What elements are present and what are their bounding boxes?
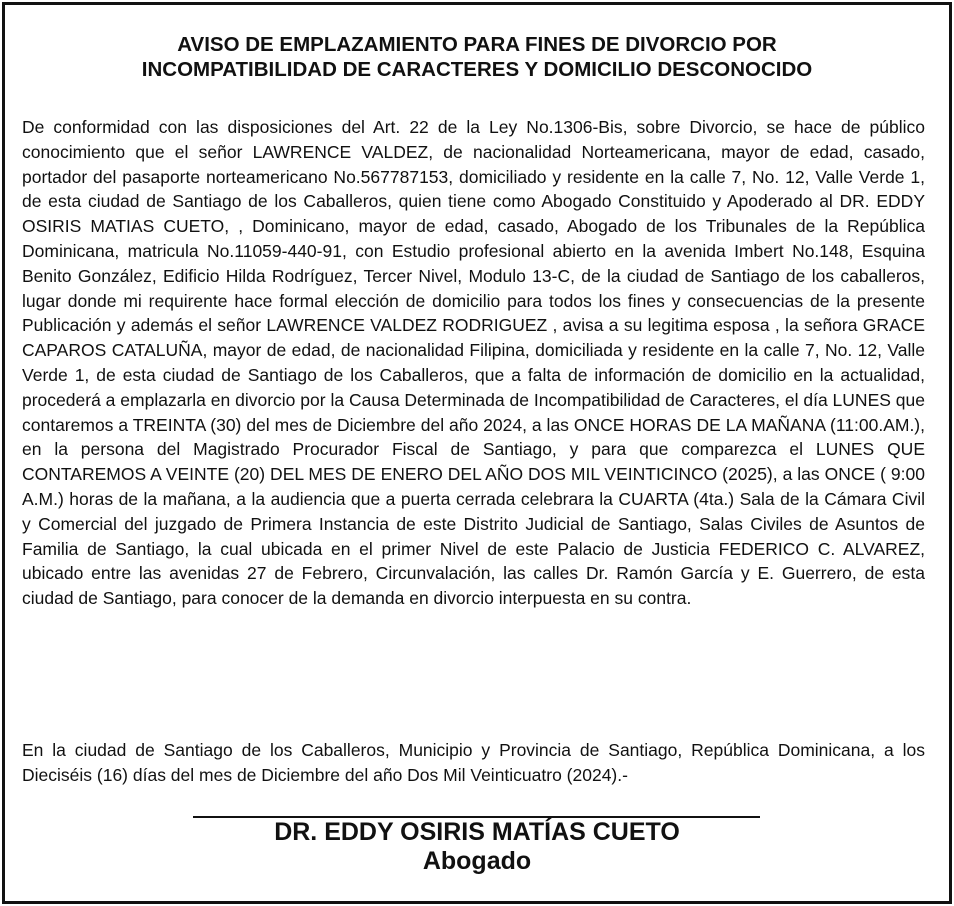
signer-name: DR. EDDY OSIRIS MATÍAS CUETO: [274, 818, 680, 846]
notice-title: [45, 32, 909, 82]
notice-closing-paragraph: En la ciudad de Santiago de los Caballeros, Municipio y Provincia de Santiago, República Dominicana, a los Dieciséis (16) días del mes de Diciembre del año Dos Mil Veinticuatro (2024).-: [22, 740, 925, 785]
notice-title-line-2: INCOMPATIBILIDAD DE CARACTERES Y DOMICILIO DESCONOCIDO: [141, 58, 813, 81]
signer-role: Abogado: [422, 847, 532, 875]
legal-notice: [2, 2, 952, 904]
notice-body-paragraph: De conformidad con las disposiciones del Art. 22 de la Ley No.1306-Bis, sobre Divorcio, se hace de público conocimiento que el señor LAWRENCE VALDEZ, de nacionalidad Norteamericana, mayor de edad, casado, portador del pasaporte norteamericano No.567787153, domiciliado y residente en la calle 7, No. 12, Valle Verde 1, de esta ciudad de Santiago de los Caballeros, quien tiene como Abogado Constituido y Apoderado al DR. EDDY OSIRIS MATIAS CUETO, , Dominicano, mayor de edad, casado, Abogado de los Tribunales de la República Dominicana, matricula No.11059-440-91, con Estudio profesional abierto en la avenida Imbert No.148, Esquina Benito González, Edificio Hilda Rodríguez, Tercer Nivel, Modulo 13-C, de la ciudad de Santiago de los caballeros, lugar donde mi requirente hace formal elección de domicilio para todos los fines y consecuencias de la presente Publicación y además el señor LAWRENCE VALDEZ RODRIGUEZ , avisa a su legitima esposa , la señora GRACE CAPAROS CATALUÑA, mayor de edad, de nacionalidad Filipina, domiciliada y residente en la calle 7, No. 12, Valle Verde 1, de esta ciudad de Santiago de los Caballeros, que a falta de información de domicilio en la actualidad, procederá a emplazarla en divorcio por la Causa Determinada de Incompatibilidad de Caracteres, el día LUNES que contaremos a TREINTA (30) del mes de Diciembre del año 2024, a las ONCE HORAS DE LA MAÑANA (11:00.AM.), en la persona del Magistrado Procurador Fiscal de Santiago, y para que comparezca el LUNES QUE CONTAREMOS A VEINTE (20) DEL MES DE ENERO DEL AÑO DOS MIL VEINTICINCO (2025), a las ONCE ( 9:00 A.M.) horas de la mañana, a la audiencia que a puerta cerrada celebrara la CUARTA (4ta.) Sala de la Cámara Civil y Comercial del juzgado de Primera Instancia de este Distrito Judicial de Santiago, Salas Civiles de Asuntos de Familia de Santiago, la cual ubicada en el primer Nivel de este Palacio de Justicia FEDERICO C. ALVAREZ, ubicado entre las avenidas 27 de Febrero, Circunvalación, las calles Dr. Ramón García y E. Guerrero, de esta ciudad de Santiago, para conocer de la demanda en divorcio interpuesta en su contra.: [22, 117, 925, 609]
notice-title-line-1: AVISO DE EMPLAZAMIENTO PARA FINES DE DIVORCIO POR: [177, 33, 777, 56]
